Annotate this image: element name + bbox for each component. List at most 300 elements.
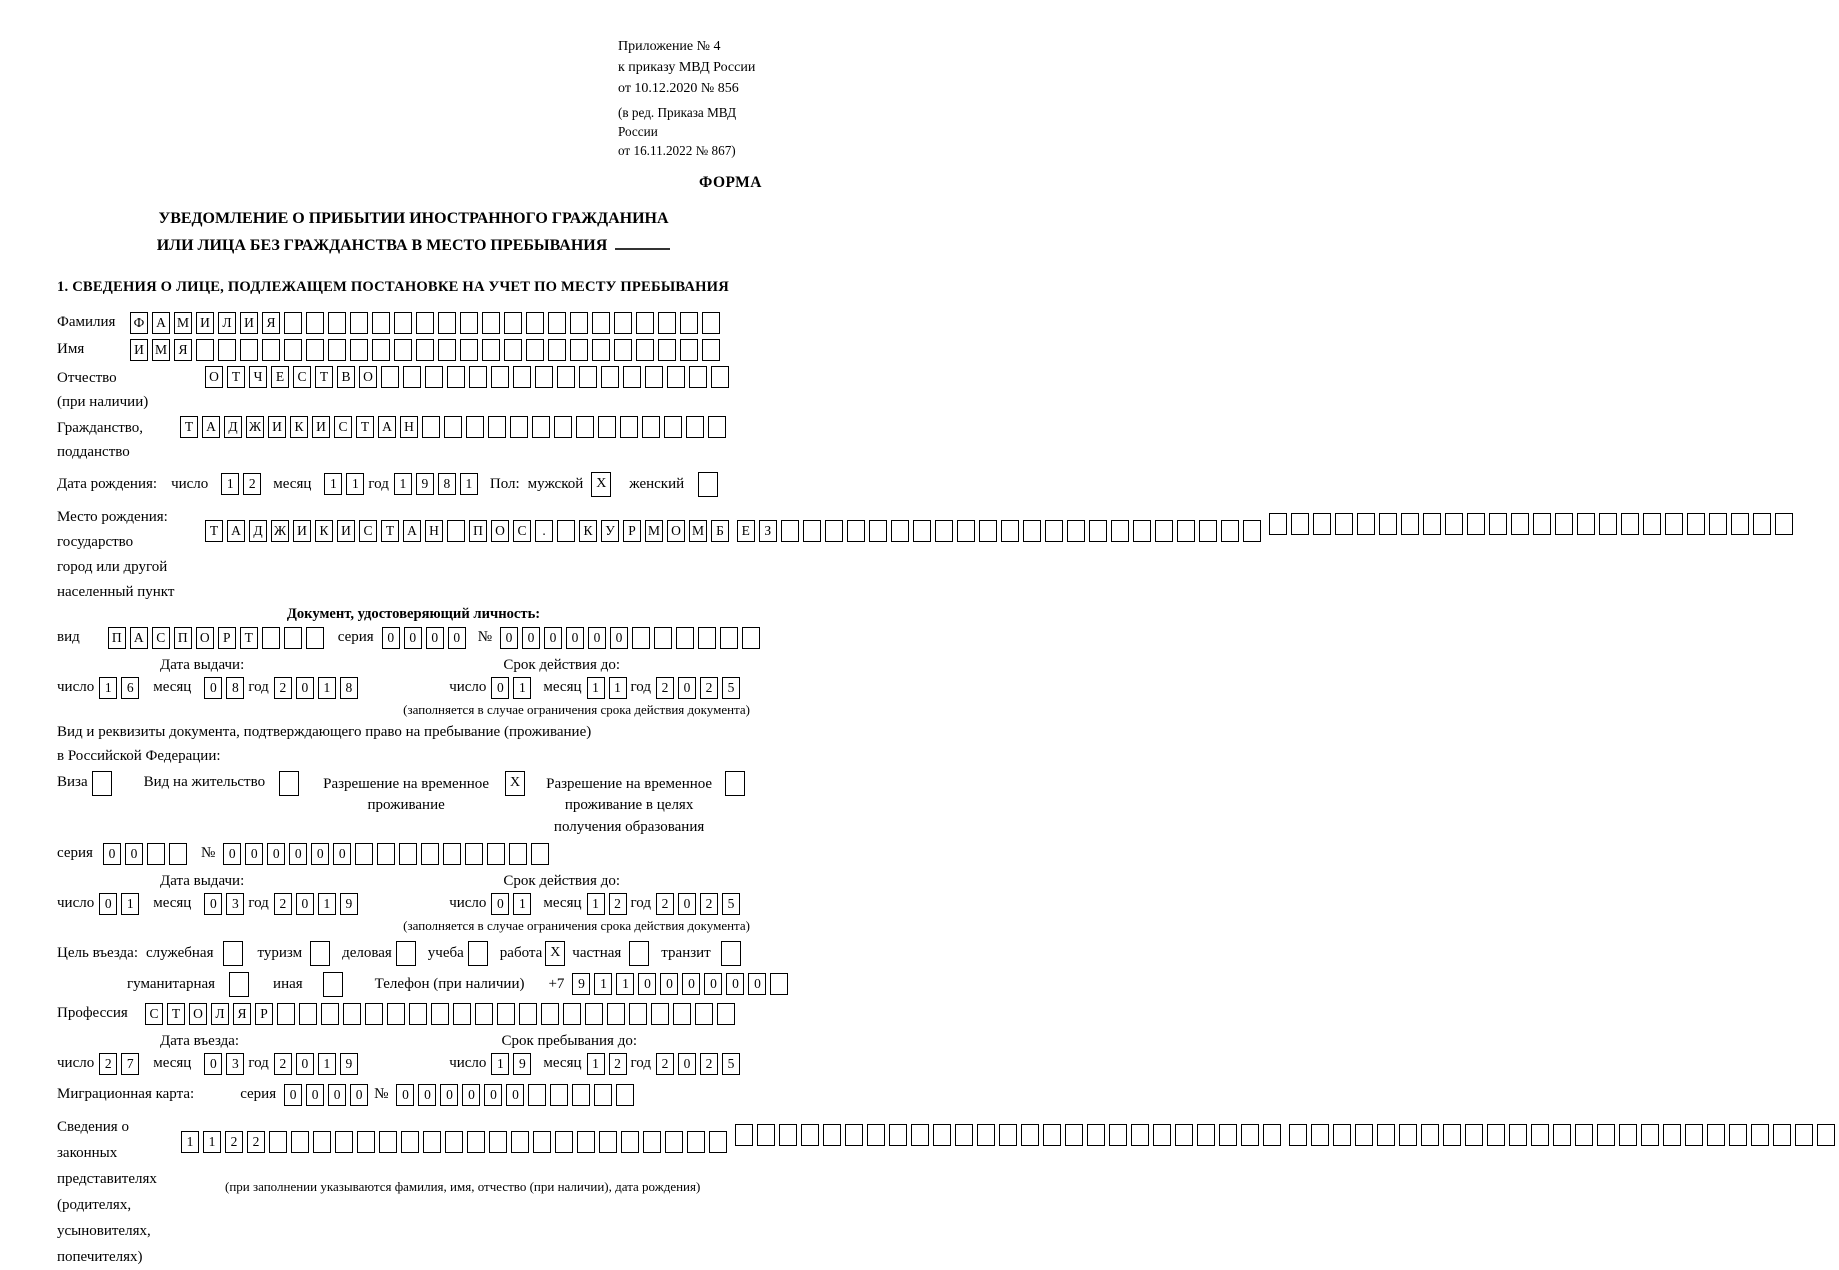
char-box[interactable]: [1153, 1124, 1171, 1146]
char-box[interactable]: 3: [226, 893, 244, 915]
char-box[interactable]: [1443, 1124, 1461, 1146]
char-box[interactable]: [607, 1003, 625, 1025]
char-box[interactable]: [299, 1003, 317, 1025]
char-box[interactable]: С: [334, 416, 352, 438]
char-box[interactable]: [1399, 1124, 1417, 1146]
char-box[interactable]: [1687, 513, 1705, 535]
char-box[interactable]: [447, 520, 465, 542]
char-box[interactable]: 0: [204, 893, 222, 915]
char-box[interactable]: [460, 339, 478, 361]
char-box[interactable]: 1: [318, 1053, 336, 1075]
char-box[interactable]: Н: [425, 520, 443, 542]
char-box[interactable]: [680, 339, 698, 361]
char-box[interactable]: [1333, 1124, 1351, 1146]
char-box[interactable]: 1: [99, 677, 117, 699]
char-box[interactable]: 0: [296, 677, 314, 699]
char-box[interactable]: [686, 416, 704, 438]
char-box[interactable]: [616, 1084, 634, 1106]
char-box[interactable]: [1197, 1124, 1215, 1146]
char-box[interactable]: [196, 339, 214, 361]
char-box[interactable]: [1043, 1124, 1061, 1146]
char-box[interactable]: [465, 843, 483, 865]
char-box[interactable]: [355, 843, 373, 865]
char-box[interactable]: [636, 312, 654, 334]
char-box[interactable]: 1: [513, 677, 531, 699]
char-box[interactable]: 9: [340, 893, 358, 915]
char-box[interactable]: [1619, 1124, 1637, 1146]
char-box[interactable]: 0: [306, 1084, 324, 1106]
char-box[interactable]: [614, 312, 632, 334]
char-box[interactable]: [1111, 520, 1129, 542]
char-box[interactable]: М: [174, 312, 192, 334]
char-box[interactable]: [1269, 513, 1287, 535]
char-box[interactable]: [223, 941, 243, 966]
char-box[interactable]: [218, 339, 236, 361]
char-box[interactable]: [487, 843, 505, 865]
char-box[interactable]: 0: [289, 843, 307, 865]
char-box[interactable]: [421, 843, 439, 865]
char-box[interactable]: 2: [609, 893, 627, 915]
char-box[interactable]: 0: [678, 893, 696, 915]
char-box[interactable]: 1: [460, 473, 478, 495]
char-box[interactable]: [1553, 1124, 1571, 1146]
char-box[interactable]: 0: [103, 843, 121, 865]
char-box[interactable]: 1: [221, 473, 239, 495]
char-box[interactable]: [1577, 513, 1595, 535]
char-box[interactable]: [1133, 520, 1151, 542]
char-box[interactable]: [372, 312, 390, 334]
char-box[interactable]: 0: [223, 843, 241, 865]
char-box[interactable]: X: [545, 941, 565, 966]
char-box[interactable]: [343, 1003, 361, 1025]
char-box[interactable]: 2: [274, 1053, 292, 1075]
char-box[interactable]: [577, 1131, 595, 1153]
char-box[interactable]: 9: [513, 1053, 531, 1075]
char-box[interactable]: 0: [333, 843, 351, 865]
char-box[interactable]: [636, 339, 654, 361]
char-box[interactable]: П: [174, 627, 192, 649]
char-box[interactable]: 2: [225, 1131, 243, 1153]
char-box[interactable]: 5: [722, 1053, 740, 1075]
char-box[interactable]: И: [196, 312, 214, 334]
char-box[interactable]: М: [152, 339, 170, 361]
char-box[interactable]: [394, 312, 412, 334]
char-box[interactable]: О: [189, 1003, 207, 1025]
char-box[interactable]: [350, 339, 368, 361]
char-box[interactable]: 0: [704, 973, 722, 995]
char-box[interactable]: [709, 1131, 727, 1153]
char-box[interactable]: 8: [226, 677, 244, 699]
char-box[interactable]: О: [667, 520, 685, 542]
char-box[interactable]: З: [759, 520, 777, 542]
char-box[interactable]: [847, 520, 865, 542]
char-box[interactable]: [665, 1131, 683, 1153]
char-box[interactable]: [269, 1131, 287, 1153]
char-box[interactable]: [702, 312, 720, 334]
char-box[interactable]: [377, 843, 395, 865]
char-box[interactable]: [658, 339, 676, 361]
char-box[interactable]: 0: [660, 973, 678, 995]
char-box[interactable]: 0: [638, 973, 656, 995]
char-box[interactable]: [422, 416, 440, 438]
char-box[interactable]: [447, 366, 465, 388]
char-box[interactable]: [658, 312, 676, 334]
char-box[interactable]: [803, 520, 821, 542]
char-box[interactable]: [1045, 520, 1063, 542]
char-box[interactable]: [531, 843, 549, 865]
char-box[interactable]: [445, 1131, 463, 1153]
char-box[interactable]: X: [505, 771, 525, 796]
char-box[interactable]: 1: [121, 893, 139, 915]
char-box[interactable]: Я: [262, 312, 280, 334]
char-box[interactable]: [563, 1003, 581, 1025]
char-box[interactable]: С: [152, 627, 170, 649]
char-box[interactable]: [664, 416, 682, 438]
char-box[interactable]: [509, 843, 527, 865]
char-box[interactable]: [599, 1131, 617, 1153]
char-box[interactable]: [513, 366, 531, 388]
char-box[interactable]: 0: [204, 1053, 222, 1075]
char-box[interactable]: [1467, 513, 1485, 535]
char-box[interactable]: [889, 1124, 907, 1146]
char-box[interactable]: 0: [726, 973, 744, 995]
char-box[interactable]: [443, 843, 461, 865]
char-box[interactable]: [1199, 520, 1217, 542]
char-box[interactable]: [313, 1131, 331, 1153]
char-box[interactable]: [365, 1003, 383, 1025]
char-box[interactable]: [147, 843, 165, 865]
char-box[interactable]: [1219, 1124, 1237, 1146]
char-box[interactable]: К: [315, 520, 333, 542]
char-box[interactable]: [1665, 513, 1683, 535]
char-box[interactable]: Т: [381, 520, 399, 542]
char-box[interactable]: 5: [722, 677, 740, 699]
char-box[interactable]: [579, 366, 597, 388]
char-box[interactable]: И: [337, 520, 355, 542]
char-box[interactable]: [169, 843, 187, 865]
char-box[interactable]: [323, 972, 343, 997]
char-box[interactable]: 0: [678, 1053, 696, 1075]
char-box[interactable]: [416, 339, 434, 361]
char-box[interactable]: 1: [587, 893, 605, 915]
char-box[interactable]: [438, 339, 456, 361]
char-box[interactable]: [598, 416, 616, 438]
char-box[interactable]: 1: [324, 473, 342, 495]
char-box[interactable]: [1421, 1124, 1439, 1146]
char-box[interactable]: [823, 1124, 841, 1146]
char-box[interactable]: [379, 1131, 397, 1153]
char-box[interactable]: К: [579, 520, 597, 542]
char-box[interactable]: 0: [418, 1084, 436, 1106]
char-box[interactable]: 0: [522, 627, 540, 649]
char-box[interactable]: [1377, 1124, 1395, 1146]
char-box[interactable]: [667, 366, 685, 388]
char-box[interactable]: 3: [226, 1053, 244, 1075]
char-box[interactable]: [891, 520, 909, 542]
char-box[interactable]: У: [601, 520, 619, 542]
char-box[interactable]: А: [202, 416, 220, 438]
char-box[interactable]: [387, 1003, 405, 1025]
char-box[interactable]: [1311, 1124, 1329, 1146]
char-box[interactable]: [979, 520, 997, 542]
char-box[interactable]: 0: [440, 1084, 458, 1106]
char-box[interactable]: 0: [350, 1084, 368, 1106]
char-box[interactable]: 1: [203, 1131, 221, 1153]
char-box[interactable]: Д: [249, 520, 267, 542]
char-box[interactable]: 1: [513, 893, 531, 915]
char-box[interactable]: [1379, 513, 1397, 535]
char-box[interactable]: [1487, 1124, 1505, 1146]
char-box[interactable]: Т: [315, 366, 333, 388]
char-box[interactable]: О: [359, 366, 377, 388]
char-box[interactable]: 8: [340, 677, 358, 699]
char-box[interactable]: [328, 339, 346, 361]
char-box[interactable]: [933, 1124, 951, 1146]
char-box[interactable]: 2: [656, 677, 674, 699]
char-box[interactable]: [460, 312, 478, 334]
char-box[interactable]: 9: [416, 473, 434, 495]
char-box[interactable]: Т: [240, 627, 258, 649]
char-box[interactable]: [911, 1124, 929, 1146]
char-box[interactable]: [651, 1003, 669, 1025]
char-box[interactable]: [291, 1131, 309, 1153]
char-box[interactable]: С: [293, 366, 311, 388]
char-box[interactable]: [1751, 1124, 1769, 1146]
char-box[interactable]: [689, 366, 707, 388]
char-box[interactable]: 6: [121, 677, 139, 699]
char-box[interactable]: 1: [394, 473, 412, 495]
char-box[interactable]: [869, 520, 887, 542]
char-box[interactable]: Р: [218, 627, 236, 649]
char-box[interactable]: [306, 339, 324, 361]
char-box[interactable]: [570, 339, 588, 361]
char-box[interactable]: [1401, 513, 1419, 535]
char-box[interactable]: [444, 416, 462, 438]
char-box[interactable]: [284, 627, 302, 649]
char-box[interactable]: 0: [484, 1084, 502, 1106]
char-box[interactable]: О: [205, 366, 223, 388]
char-box[interactable]: Ч: [249, 366, 267, 388]
char-box[interactable]: 0: [610, 627, 628, 649]
char-box[interactable]: 2: [99, 1053, 117, 1075]
char-box[interactable]: [1087, 1124, 1105, 1146]
char-box[interactable]: [585, 1003, 603, 1025]
char-box[interactable]: [555, 1131, 573, 1153]
char-box[interactable]: Ф: [130, 312, 148, 334]
char-box[interactable]: [489, 1131, 507, 1153]
char-box[interactable]: [654, 627, 672, 649]
char-box[interactable]: И: [268, 416, 286, 438]
char-box[interactable]: .: [535, 520, 553, 542]
char-box[interactable]: 1: [318, 893, 336, 915]
char-box[interactable]: [554, 416, 572, 438]
char-box[interactable]: [466, 416, 484, 438]
char-box[interactable]: [277, 1003, 295, 1025]
char-box[interactable]: [757, 1124, 775, 1146]
char-box[interactable]: 1: [609, 677, 627, 699]
char-box[interactable]: [1241, 1124, 1259, 1146]
char-box[interactable]: Я: [233, 1003, 251, 1025]
char-box[interactable]: [533, 1131, 551, 1153]
char-box[interactable]: [717, 1003, 735, 1025]
char-box[interactable]: А: [403, 520, 421, 542]
char-box[interactable]: 7: [121, 1053, 139, 1075]
char-box[interactable]: [1155, 520, 1173, 542]
char-box[interactable]: С: [513, 520, 531, 542]
char-box[interactable]: [735, 1124, 753, 1146]
char-box[interactable]: 0: [296, 1053, 314, 1075]
char-box[interactable]: [409, 1003, 427, 1025]
char-box[interactable]: [526, 339, 544, 361]
char-box[interactable]: [438, 312, 456, 334]
char-box[interactable]: [423, 1131, 441, 1153]
char-box[interactable]: [510, 416, 528, 438]
char-box[interactable]: 0: [491, 893, 509, 915]
char-box[interactable]: 2: [700, 1053, 718, 1075]
char-box[interactable]: Р: [623, 520, 641, 542]
char-box[interactable]: [284, 339, 302, 361]
char-box[interactable]: 0: [396, 1084, 414, 1106]
char-box[interactable]: [1663, 1124, 1681, 1146]
char-box[interactable]: Р: [255, 1003, 273, 1025]
char-box[interactable]: 0: [284, 1084, 302, 1106]
char-box[interactable]: Я: [174, 339, 192, 361]
char-box[interactable]: [1773, 1124, 1791, 1146]
char-box[interactable]: [557, 520, 575, 542]
char-box[interactable]: [1021, 1124, 1039, 1146]
char-box[interactable]: [482, 312, 500, 334]
char-box[interactable]: [416, 312, 434, 334]
char-box[interactable]: [1489, 513, 1507, 535]
char-box[interactable]: [528, 1084, 546, 1106]
char-box[interactable]: [1817, 1124, 1835, 1146]
char-box[interactable]: [708, 416, 726, 438]
char-box[interactable]: Ж: [271, 520, 289, 542]
char-box[interactable]: [504, 339, 522, 361]
char-box[interactable]: 0: [382, 627, 400, 649]
char-box[interactable]: [673, 1003, 691, 1025]
char-box[interactable]: Е: [271, 366, 289, 388]
char-box[interactable]: 0: [678, 677, 696, 699]
char-box[interactable]: [801, 1124, 819, 1146]
char-box[interactable]: [488, 416, 506, 438]
char-box[interactable]: [1641, 1124, 1659, 1146]
char-box[interactable]: 1: [181, 1131, 199, 1153]
char-box[interactable]: [491, 366, 509, 388]
char-box[interactable]: Е: [737, 520, 755, 542]
char-box[interactable]: 0: [267, 843, 285, 865]
char-box[interactable]: [394, 339, 412, 361]
char-box[interactable]: [1621, 513, 1639, 535]
char-box[interactable]: Д: [224, 416, 242, 438]
char-box[interactable]: [570, 312, 588, 334]
char-box[interactable]: 0: [544, 627, 562, 649]
char-box[interactable]: [284, 312, 302, 334]
char-box[interactable]: О: [491, 520, 509, 542]
char-box[interactable]: [401, 1131, 419, 1153]
char-box[interactable]: 0: [125, 843, 143, 865]
char-box[interactable]: [548, 312, 566, 334]
char-box[interactable]: [1023, 520, 1041, 542]
char-box[interactable]: 2: [243, 473, 261, 495]
char-box[interactable]: [695, 1003, 713, 1025]
char-box[interactable]: [475, 1003, 493, 1025]
char-box[interactable]: [614, 339, 632, 361]
char-box[interactable]: 2: [656, 893, 674, 915]
char-box[interactable]: 2: [700, 893, 718, 915]
char-box[interactable]: А: [378, 416, 396, 438]
char-box[interactable]: 0: [296, 893, 314, 915]
char-box[interactable]: [977, 1124, 995, 1146]
char-box[interactable]: [845, 1124, 863, 1146]
char-box[interactable]: 2: [609, 1053, 627, 1075]
char-box[interactable]: [1243, 520, 1261, 542]
char-box[interactable]: [1509, 1124, 1527, 1146]
char-box[interactable]: [676, 627, 694, 649]
char-box[interactable]: 2: [700, 677, 718, 699]
char-box[interactable]: [1709, 513, 1727, 535]
char-box[interactable]: С: [359, 520, 377, 542]
char-box[interactable]: [541, 1003, 559, 1025]
char-box[interactable]: [328, 312, 346, 334]
char-box[interactable]: 1: [346, 473, 364, 495]
char-box[interactable]: 1: [587, 677, 605, 699]
char-box[interactable]: [1067, 520, 1085, 542]
char-box[interactable]: 5: [722, 893, 740, 915]
char-box[interactable]: А: [130, 627, 148, 649]
char-box[interactable]: [396, 941, 416, 966]
char-box[interactable]: [469, 366, 487, 388]
char-box[interactable]: [453, 1003, 471, 1025]
char-box[interactable]: [1643, 513, 1661, 535]
char-box[interactable]: [629, 1003, 647, 1025]
char-box[interactable]: 2: [656, 1053, 674, 1075]
char-box[interactable]: [642, 416, 660, 438]
char-box[interactable]: Т: [167, 1003, 185, 1025]
char-box[interactable]: П: [108, 627, 126, 649]
char-box[interactable]: X: [591, 472, 611, 497]
char-box[interactable]: [511, 1131, 529, 1153]
char-box[interactable]: Н: [400, 416, 418, 438]
char-box[interactable]: [1465, 1124, 1483, 1146]
char-box[interactable]: Л: [218, 312, 236, 334]
char-box[interactable]: [548, 339, 566, 361]
char-box[interactable]: [725, 771, 745, 796]
char-box[interactable]: [576, 416, 594, 438]
char-box[interactable]: [698, 472, 718, 497]
char-box[interactable]: Т: [356, 416, 374, 438]
char-box[interactable]: [1221, 520, 1239, 542]
char-box[interactable]: [262, 339, 280, 361]
char-box[interactable]: [532, 416, 550, 438]
char-box[interactable]: 0: [328, 1084, 346, 1106]
char-box[interactable]: [279, 771, 299, 796]
char-box[interactable]: [957, 520, 975, 542]
char-box[interactable]: [1001, 520, 1019, 542]
char-box[interactable]: [623, 366, 641, 388]
char-box[interactable]: 0: [311, 843, 329, 865]
char-box[interactable]: [1597, 1124, 1615, 1146]
char-box[interactable]: И: [240, 312, 258, 334]
char-box[interactable]: [698, 627, 716, 649]
char-box[interactable]: 0: [500, 627, 518, 649]
char-box[interactable]: [335, 1131, 353, 1153]
char-box[interactable]: [1423, 513, 1441, 535]
char-box[interactable]: [1263, 1124, 1281, 1146]
char-box[interactable]: [1731, 513, 1749, 535]
char-box[interactable]: [1575, 1124, 1593, 1146]
char-box[interactable]: [1357, 513, 1375, 535]
